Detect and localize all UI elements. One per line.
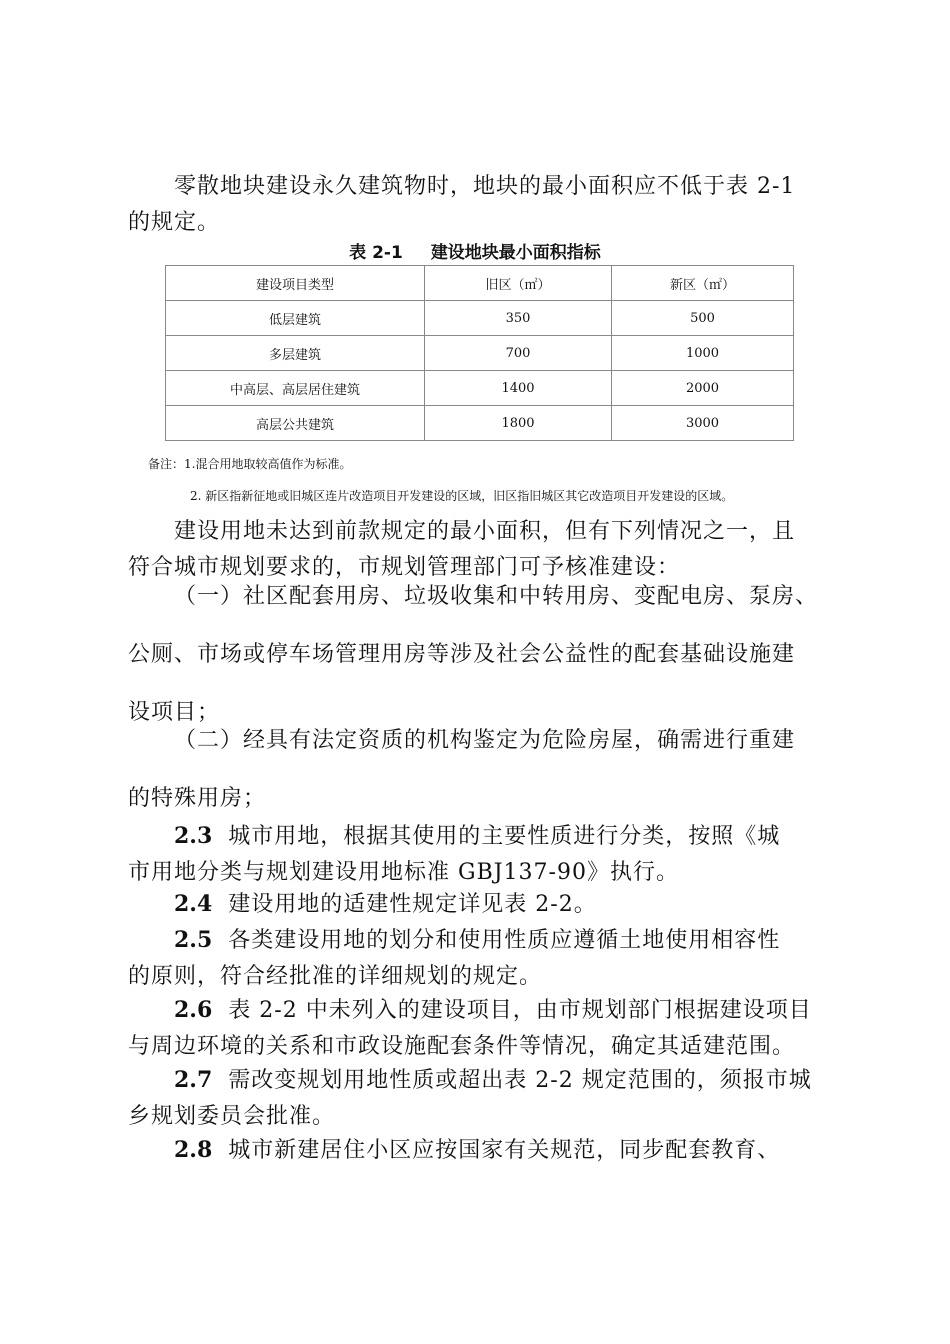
table-cell: 1000 (612, 336, 794, 371)
clause-text-cont: 市用地分类与规划建设用地标准 GBJ137-90》执行。 (128, 860, 679, 885)
table-cell: 多层建筑 (166, 336, 425, 371)
clause-text: 建设用地的适建性规定详见表 2-2。 (228, 892, 597, 917)
exception-item-1-line-1: （一）社区配套用房、垃圾收集和中转用房、变配电房、泵房、 (174, 584, 819, 609)
exception-item-2-line-1: （二）经具有法定资质的机构鉴定为危险房屋，确需进行重建 (174, 728, 796, 753)
clause-2-6 (128, 992, 848, 1065)
exception-item-1-line-3: 设项目； (128, 700, 221, 725)
table-header-cell: 新区（㎡） (612, 266, 794, 301)
table-caption-number: 表 2-1 (349, 243, 403, 263)
clause-number: 2.3 (174, 823, 213, 849)
table-cell: 500 (612, 301, 794, 336)
clause-number: 2.4 (174, 891, 213, 917)
clause-number: 2.6 (174, 997, 213, 1023)
table-header-row (166, 266, 794, 301)
table-cell: 低层建筑 (166, 301, 425, 336)
table-row (166, 336, 794, 371)
clause-2-4 (128, 886, 828, 923)
table-note-1: 备注：1.混合用地取较高值作为标准。 (148, 457, 352, 471)
clause-text: 城市用地，根据其使用的主要性质进行分类，按照《城 (228, 824, 781, 849)
table-row (166, 406, 794, 441)
table-cell: 2000 (612, 371, 794, 406)
table-row (166, 301, 794, 336)
exceptions-intro-line-2: 符合城市规划要求的，市规划管理部门可予核准建设： (128, 555, 681, 580)
table-caption (0, 238, 950, 263)
clause-number: 2.8 (174, 1137, 213, 1163)
clause-text-cont: 乡规划委员会批准。 (128, 1104, 336, 1129)
table-cell: 700 (425, 336, 612, 371)
clause-text-cont: 的原则，符合经批准的详细规划的规定。 (128, 964, 543, 989)
clause-text-cont: 与周边环境的关系和市政设施配套条件等情况，确定其适建范围。 (128, 1034, 796, 1059)
clause-text: 各类建设用地的划分和使用性质应遵循土地使用相容性 (228, 928, 781, 953)
table-header-cell: 建设项目类型 (166, 266, 425, 301)
clause-2-3 (128, 818, 828, 891)
intro-line-1: 零散地块建设永久建筑物时，地块的最小面积应不低于表 2-1 (174, 174, 796, 199)
clause-2-7 (128, 1062, 828, 1135)
table-cell: 1400 (425, 371, 612, 406)
min-area-table (165, 265, 794, 441)
exception-item-2 (128, 712, 828, 828)
table-header-cell: 旧区（㎡） (425, 266, 612, 301)
clause-number: 2.5 (174, 927, 213, 953)
table-cell: 3000 (612, 406, 794, 441)
exception-item-2-line-2: 的特殊用房； (128, 786, 267, 811)
table-cell: 1800 (425, 406, 612, 441)
table-cell: 350 (425, 301, 612, 336)
clause-text: 需改变规划用地性质或超出表 2-2 规定范围的，须报市城 (228, 1068, 812, 1093)
clause-text: 表 2-2 中未列入的建设项目，由市规划部门根据建设项目 (228, 998, 812, 1023)
intro-line-2: 的规定。 (128, 210, 221, 235)
clause-2-5 (128, 922, 828, 995)
table-row (166, 371, 794, 406)
table-cell: 中高层、高层居住建筑 (166, 371, 425, 406)
intro-paragraph (128, 169, 828, 241)
table-note-2: 2. 新区指新征地或旧城区连片改造项目开发建设的区域，旧区指旧城区其它改造项目开发建设的区域。 (190, 489, 734, 503)
clause-text: 城市新建居住小区应按国家有关规范，同步配套教育、 (228, 1138, 781, 1163)
table-cell: 高层公共建筑 (166, 406, 425, 441)
clause-number: 2.7 (174, 1067, 213, 1093)
table-caption-title: 建设地块最小面积指标 (430, 243, 601, 263)
exceptions-intro-line-1: 建设用地未达到前款规定的最小面积，但有下列情况之一，且 (174, 519, 796, 544)
clause-2-8 (128, 1132, 828, 1169)
exception-item-1-line-2: 公厕、市场或停车场管理用房等涉及社会公益性的配套基础设施建 (128, 642, 796, 667)
